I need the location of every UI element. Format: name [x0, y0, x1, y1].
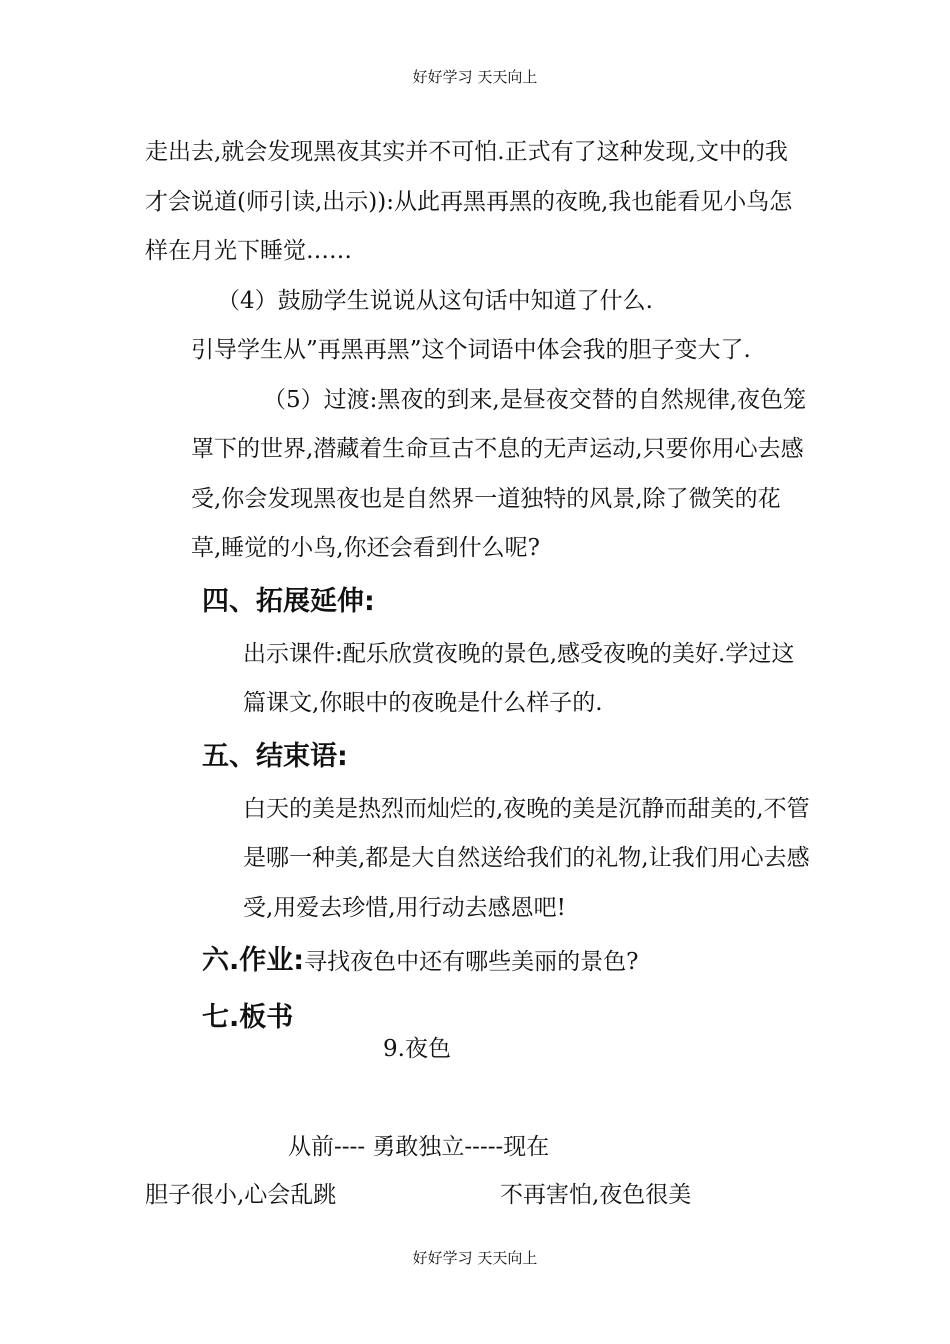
section-6-text: 寻找夜色中还有哪些美丽的景色?	[304, 949, 639, 975]
section-4-heading: 四、拓展延伸:	[202, 585, 375, 617]
section-4-text: 出示课件:配乐欣赏夜晚的景色,感受夜晚的美好.学过这篇课文,你眼中的夜晚是什么样子的.	[243, 640, 795, 716]
paragraph-1: 走出去,就会发现黑夜其实并不可怕.正式有了这种发现,文中的我才会说道(师引读,出示)):从此再黑再黑的夜晚,我也能看见小鸟怎样在月光下睡觉……	[145, 139, 793, 264]
paragraph-2: （4）鼓励学生说说从这句话中知道了什么.	[217, 287, 653, 314]
page-header: 好好学习 天天向上	[412, 68, 538, 86]
board-title: 9.夜色	[383, 1036, 451, 1062]
paragraph-4-text: （5）过渡:黑夜的到来,是昼夜交替的自然规律,夜色笼罩下的世界,潜藏着生命亘古不息的无声运动,只要你用心去感受,你会发现黑夜也是自然界一道独特的风景,除了微笑的花草,睡觉的小鸟,你还会看到什么呢?	[191, 386, 807, 561]
section-7-heading: 七.板书	[202, 1002, 294, 1033]
paragraph-3	[145, 326, 810, 574]
section-5-text: 白天的美是热烈而灿烂的,夜晚的美是沉静而甜美的,不管是哪一种美,都是大自然送给我们的礼物,让我们用心去感受,用爱去珍惜,用行动去感恩吧!	[243, 795, 810, 921]
section-6-heading	[145, 933, 810, 990]
section-5-heading: 五、结束语:	[202, 740, 348, 772]
board-right-text: 不再害怕,夜色很美	[500, 1182, 692, 1208]
page-footer: 好好学习 天天向上	[412, 1249, 538, 1267]
paragraph-3-text: 引导学生从”再黑再黑”这个词语中体会我的胆子变大了.	[191, 337, 751, 363]
board-left-text: 胆子很小,心会乱跳	[145, 1182, 337, 1208]
section-6-title: 六.作业:	[202, 945, 305, 976]
board-middle-line: 从前---- 勇敢独立-----现在	[288, 1134, 550, 1160]
document-body	[145, 128, 810, 1046]
